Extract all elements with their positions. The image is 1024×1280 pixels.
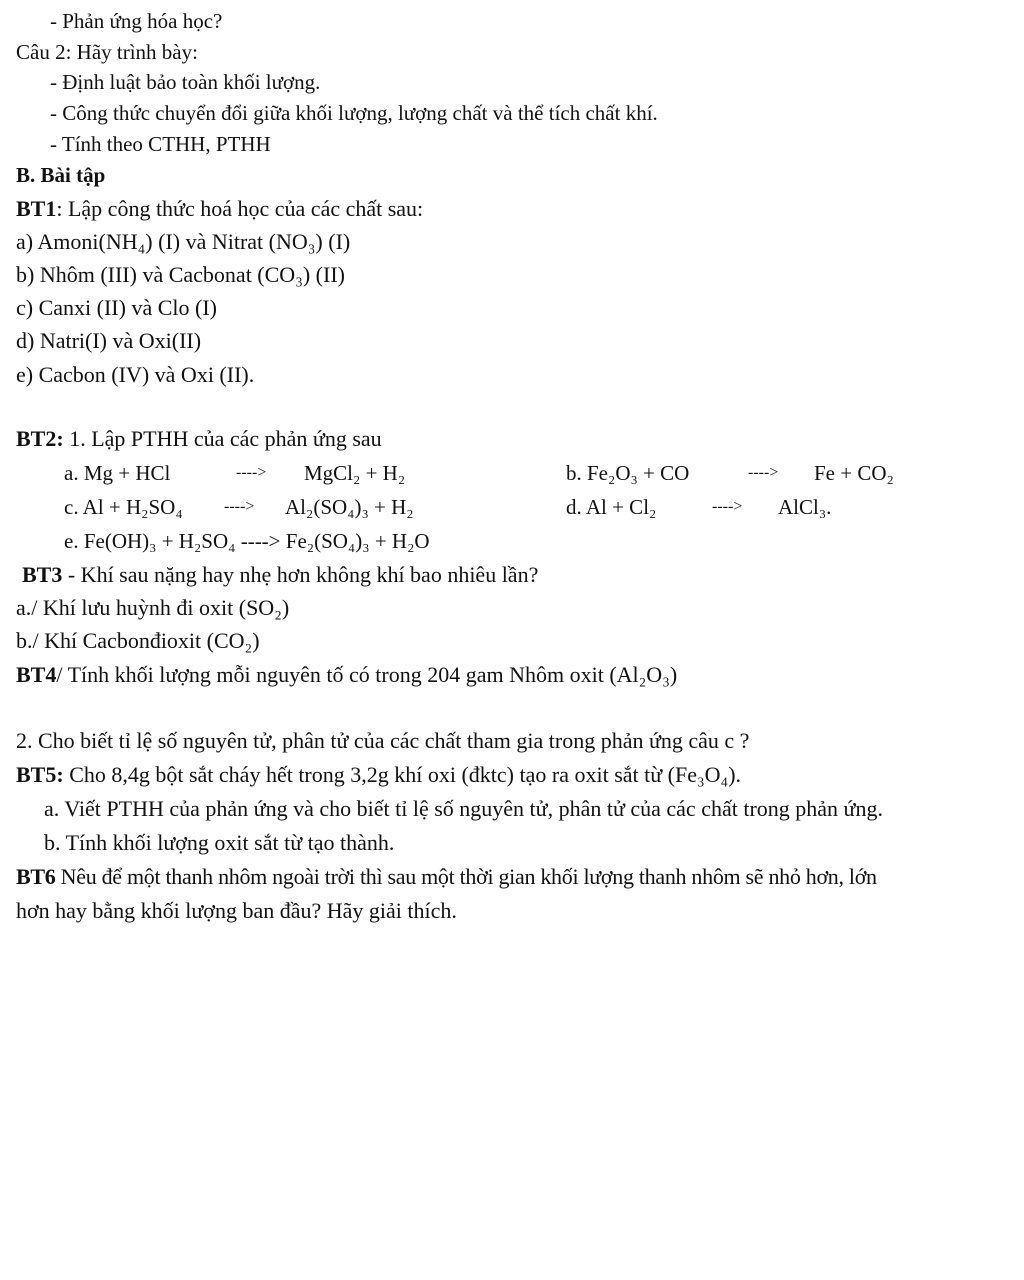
equation-a-right: MgCl₂ + H₂	[304, 461, 406, 485]
bt3-label: BT3	[22, 562, 63, 587]
equation-a-left: a. Mg + HCl	[64, 461, 171, 485]
text-line: - Phản ứng hóa học?	[50, 9, 223, 33]
bt3-text: - Khí sau nặng hay nhẹ hơn không khí bao nhiêu lần?	[62, 562, 539, 587]
bt1-item-c: c) Canxi (II) và Clo (I)	[16, 295, 217, 320]
text-line: - Định luật bảo toàn khối lượng.	[50, 70, 321, 94]
bt5-label: BT5:	[16, 762, 64, 787]
bt5-item-a: a. Viết PTHH của phản ứng và cho biết tỉ lệ số nguyên tử, phân tử của các chất trong phản ứng.	[44, 796, 883, 821]
bt3-item-a: a./ Khí lưu huỳnh đi oxit (SO₂)	[16, 595, 290, 620]
bt5-heading	[16, 762, 741, 788]
bt1-item-e: e) Cacbon (IV) và Oxi (II).	[16, 362, 255, 387]
bt3-heading	[22, 562, 538, 588]
bt3-item-b: b./ Khí Cacbonđioxit (CO₂)	[16, 628, 260, 653]
bt6-text: Nêu để một thanh nhôm ngoài trời thì sau một thời gian khối lượng thanh nhôm sẽ nhỏ hơn, lớn	[55, 864, 877, 889]
equation-d-right: AlCl₃.	[778, 495, 832, 519]
bt6-heading	[16, 864, 877, 890]
bt4-label: BT4	[16, 662, 57, 687]
bt4-heading	[16, 662, 677, 688]
question-2-heading: Câu 2: Hãy trình bày:	[16, 40, 198, 64]
bt5-text: Cho 8,4g bột sắt cháy hết trong 3,2g khí oxi (đktc) tạo ra oxit sắt từ (Fe₃O₄).	[63, 762, 742, 787]
bt1-label: BT1	[16, 196, 57, 221]
question-2-text: 2. Cho biết tỉ lệ số nguyên tử, phân tử của các chất tham gia trong phản ứng câu c ?	[16, 728, 750, 753]
bt5-item-b: b. Tính khối lượng oxit sắt từ tạo thành.	[44, 830, 395, 855]
bt4-text: / Tính khối lượng mỗi nguyên tố có trong 204 gam Nhôm oxit (Al₂O₃)	[56, 662, 678, 687]
bt2-heading	[16, 426, 382, 452]
bt1-item-d: d) Natri(I) và Oxi(II)	[16, 328, 202, 353]
bt2-text: 1. Lập PTHH của các phản ứng sau	[63, 426, 382, 451]
equation-e: e. Fe(OH)₃ + H₂SO₄ ----> Fe₂(SO₄)₃ + H₂O	[64, 529, 430, 553]
bt1-item-a: a) Amoni(NH₄) (I) và Nitrat (NO₃) (I)	[16, 229, 351, 254]
equation-c-left: c. Al + H₂SO₄	[64, 495, 183, 519]
text-line: - Công thức chuyển đổi giữa khối lượng, lượng chất và thể tích chất khí.	[50, 101, 658, 125]
section-b-heading: B. Bài tập	[16, 163, 106, 187]
bt6-label: BT6	[16, 864, 56, 889]
equation-c-arrow: ---->	[224, 498, 255, 515]
text-line: - Tính theo CTHH, PTHH	[50, 132, 271, 156]
equation-d-left: d. Al + Cl₂	[566, 495, 657, 519]
equation-b-arrow: ---->	[748, 464, 779, 481]
bt1-text: : Lập công thức hoá học của các chất sau:	[56, 196, 424, 221]
bt2-label: BT2:	[16, 426, 64, 451]
bt6-text-continued: hơn hay bằng khối lượng ban đầu? Hãy giải thích.	[16, 898, 457, 923]
equation-c-right: Al₂(SO₄)₃ + H₂	[285, 495, 414, 519]
bt1-heading	[16, 196, 423, 222]
equation-d-arrow: ---->	[712, 498, 743, 515]
equation-b-left: b. Fe₂O₃ + CO	[566, 461, 690, 485]
bt1-item-b: b) Nhôm (III) và Cacbonat (CO₃) (II)	[16, 262, 345, 287]
equation-b-right: Fe + CO₂	[814, 461, 894, 485]
equation-a-arrow: ---->	[236, 464, 267, 481]
